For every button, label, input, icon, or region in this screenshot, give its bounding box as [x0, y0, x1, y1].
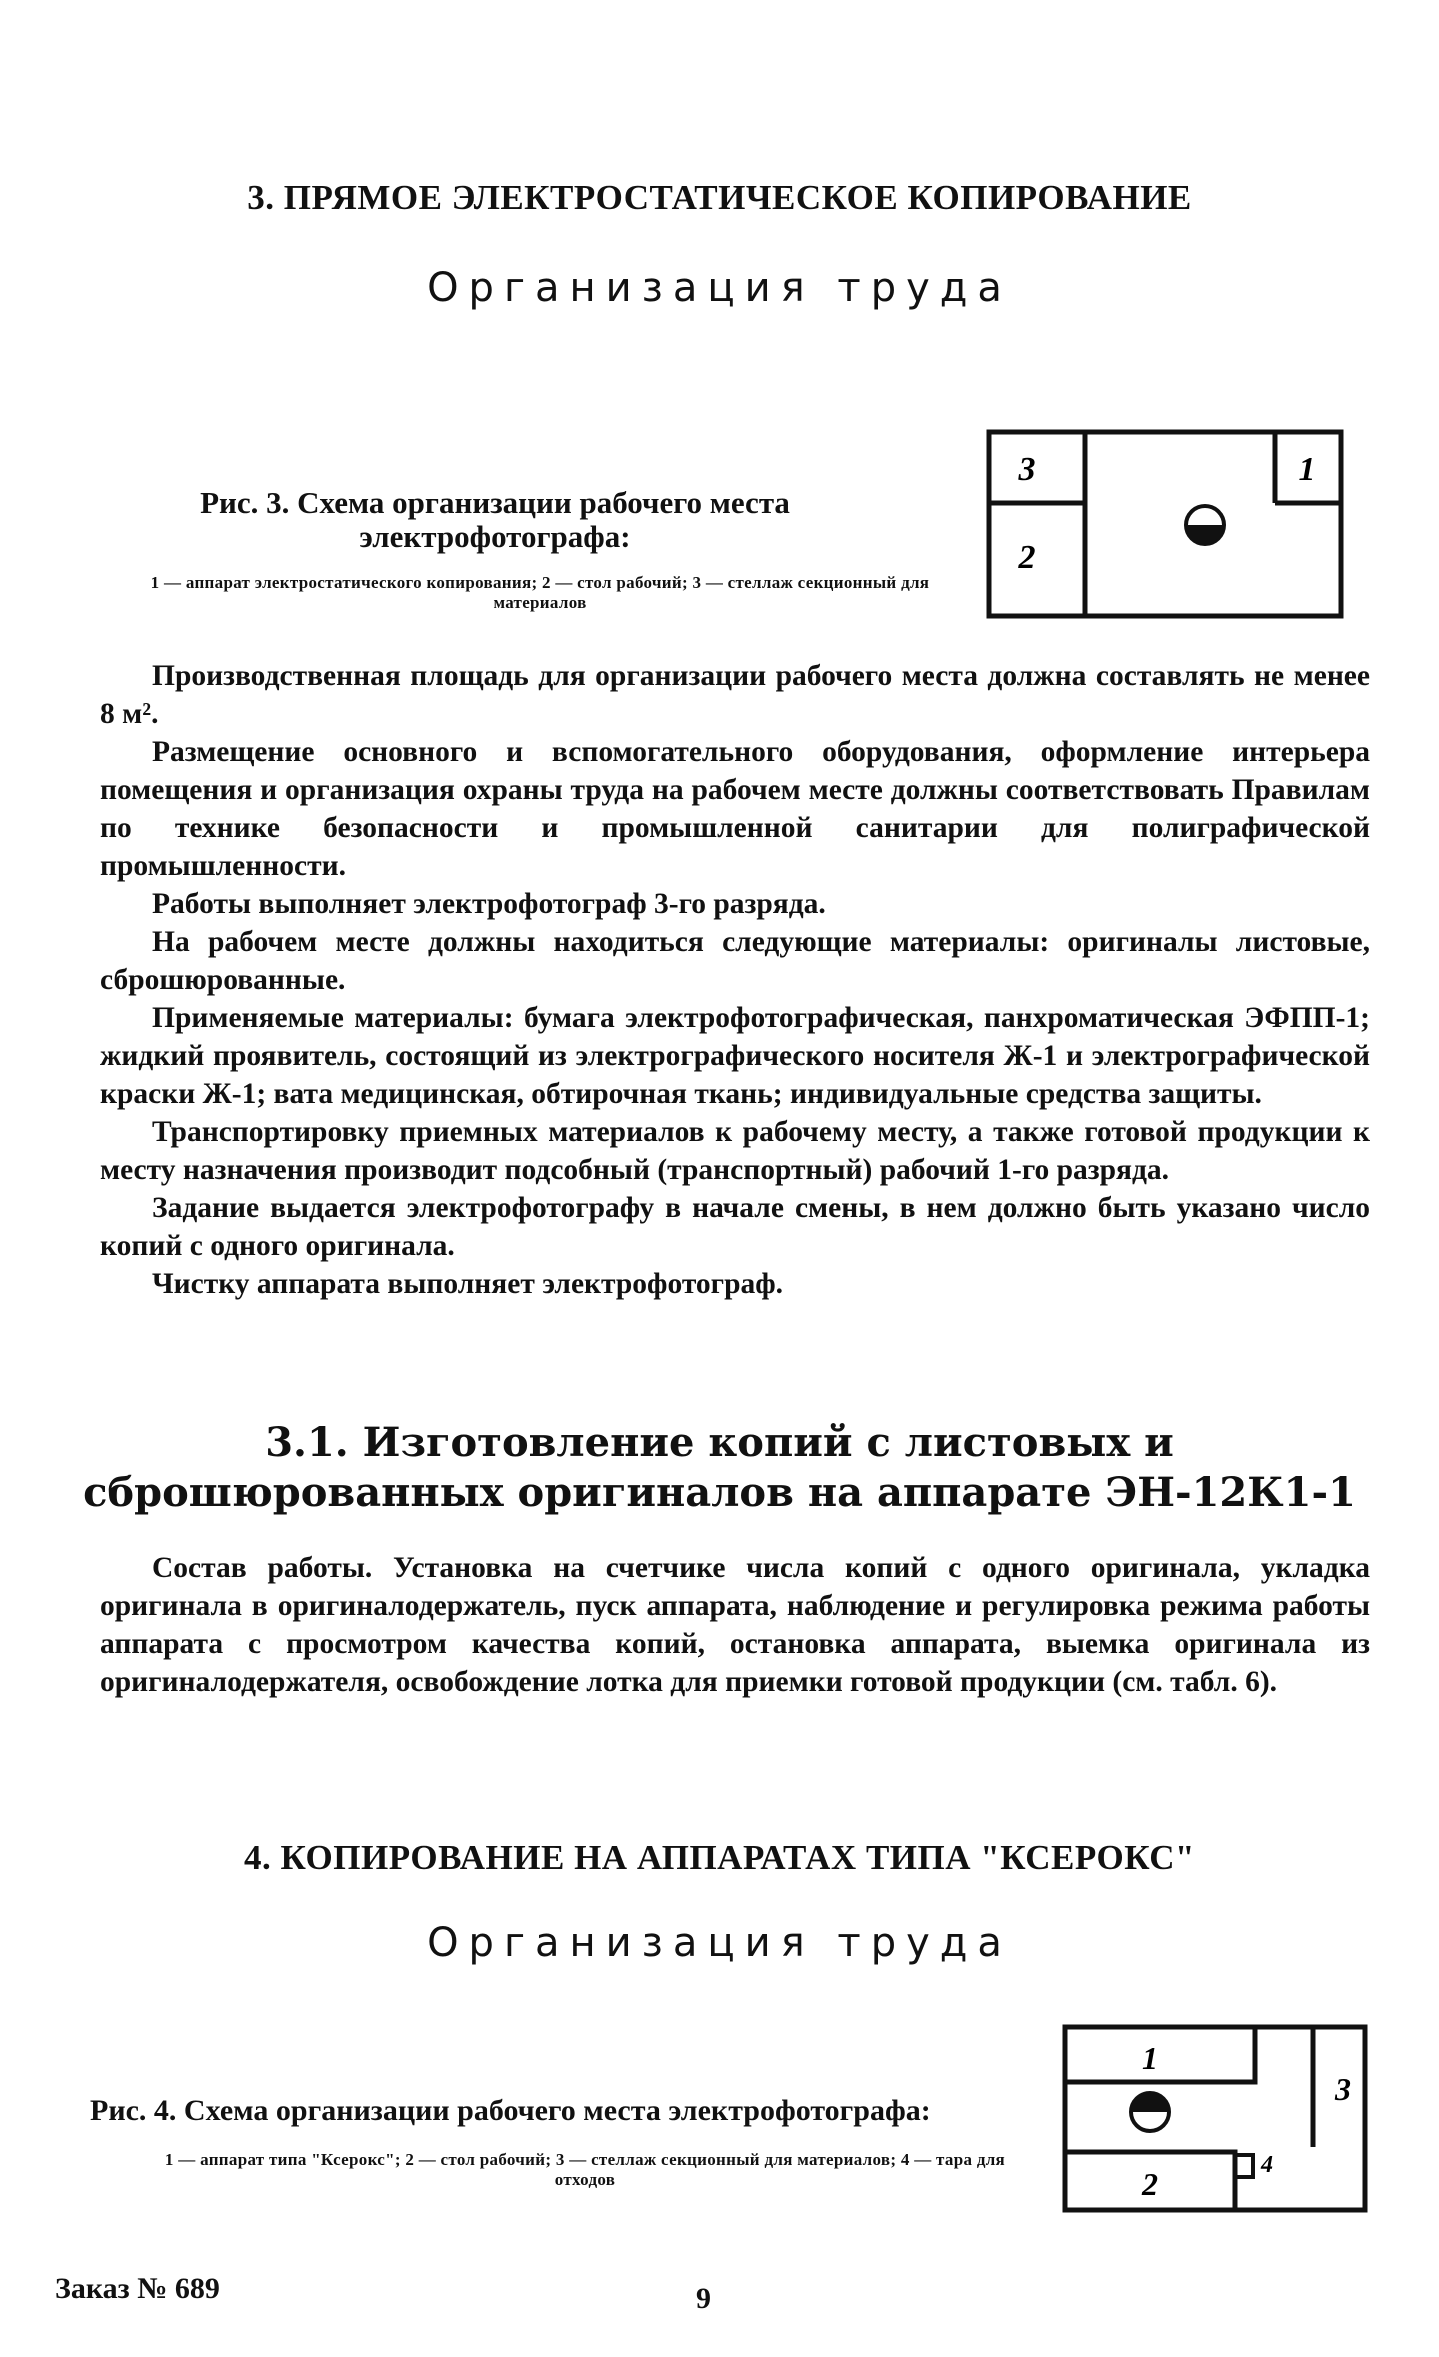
paragraph: Размещение основного и вспомогательного оборудования, оформление интерьера помещения и организация охраны труда на рабочем месте должны соответствовать Правилам по технике безопасности и промышленной санитарии для полиграфической промышленности.	[100, 736, 1370, 882]
section-3-1-title-line-2: сброшюрованных оригиналов на аппарате ЭН-12К1-1	[83, 1469, 1356, 1516]
composition-paragraph	[100, 1549, 1370, 1701]
waste-bin	[1235, 2155, 1253, 2177]
paragraph: Чистку аппарата выполняет электрофотограф.	[152, 1268, 784, 1300]
figure-3-diagram	[985, 428, 1365, 623]
page-number: 9	[696, 2282, 711, 2315]
figure-3-caption-title: Рис. 3. Схема организации рабочего места электрофотографа:	[200, 485, 790, 554]
order-number: Заказ № 689	[55, 2272, 220, 2305]
room-outline	[1065, 2027, 1365, 2210]
figure-4-diagram	[1060, 2022, 1380, 2222]
section-3-body	[100, 657, 1370, 1303]
paragraph: Транспортировку приемных материалов к рабочему месту, а также готовой продукции к месту назначения производит подсобный (транспортный) рабочий 1-го разряда.	[100, 1116, 1370, 1186]
section-3-1-title-line-1: 3.1. Изготовление копий с листовых и	[265, 1419, 1174, 1466]
composition-text: Установка на счетчике числа копий с одного оригинала, укладка оригинала в оригиналодержатель, пуск аппарата, наблюдение и регулировка режима работы аппарата с просмотром качества копий, остановка аппарата, выемка оригинала из оригиналодержателя, освобождение лотка для приемки готовой продукции (см. табл. 6).	[100, 1552, 1370, 1698]
apparatus-outline	[1065, 2027, 1255, 2082]
label-apparatus: 1	[1298, 451, 1316, 488]
paragraph: Задание выдается электрофотографу в начале смены, в нем должно быть указано число копий с одного оригинала.	[100, 1192, 1370, 1262]
section-3-title: 3. ПРЯМОЕ ЭЛЕКТРОСТАТИЧЕСКОЕ КОПИРОВАНИЕ	[247, 178, 1192, 217]
section-3-subtitle: Организация труда	[427, 265, 1012, 311]
paragraph: Производственная площадь для организации рабочего места должна составлять не менее 8 м².	[100, 660, 1370, 730]
figure-4-caption-title: Рис. 4. Схема организации рабочего места электрофотографа:	[90, 2094, 931, 2127]
label-shelf: 3	[1018, 451, 1036, 488]
label-table: 2	[1142, 2166, 1158, 2202]
label-waste-bin: 4	[1261, 2152, 1273, 2178]
paragraph: На рабочем месте должны находиться следующие материалы: оригиналы листовые, сброшюрованные.	[100, 926, 1370, 996]
figure-3-caption-note: 1 — аппарат электростатического копирования; 2 — стол рабочий; 3 — стеллаж секционный для материалов	[150, 573, 930, 612]
room-outline	[989, 432, 1341, 616]
label-shelf: 3	[1335, 2071, 1351, 2107]
section-4-title: 4. КОПИРОВАНИЕ НА АППАРАТАХ ТИПА "КСЕРОКС"	[244, 1838, 1195, 1877]
label-table: 2	[1018, 539, 1036, 576]
label-apparatus: 1	[1142, 2040, 1158, 2076]
composition-lead: Состав работы.	[152, 1552, 373, 1584]
paragraph: Применяемые материалы: бумага электрофотографическая, панхроматическая ЭФПП-1; жидкий проявитель, состоящий из электрографического носителя Ж-1 и электрографической краски Ж-1; вата медицинская, обтирочная ткань; индивидуальные средства защиты.	[100, 1002, 1370, 1110]
section-3-1-body	[100, 1549, 1370, 1701]
figure-4-caption-note: 1 — аппарат типа "Ксерокс"; 2 — стол рабочий; 3 — стеллаж секционный для материалов; 4 — тара для отходов	[164, 2150, 1006, 2189]
paragraph: Работы выполняет электрофотограф 3-го разряда.	[152, 888, 826, 920]
section-4-subtitle: Организация труда	[427, 1920, 1012, 1966]
